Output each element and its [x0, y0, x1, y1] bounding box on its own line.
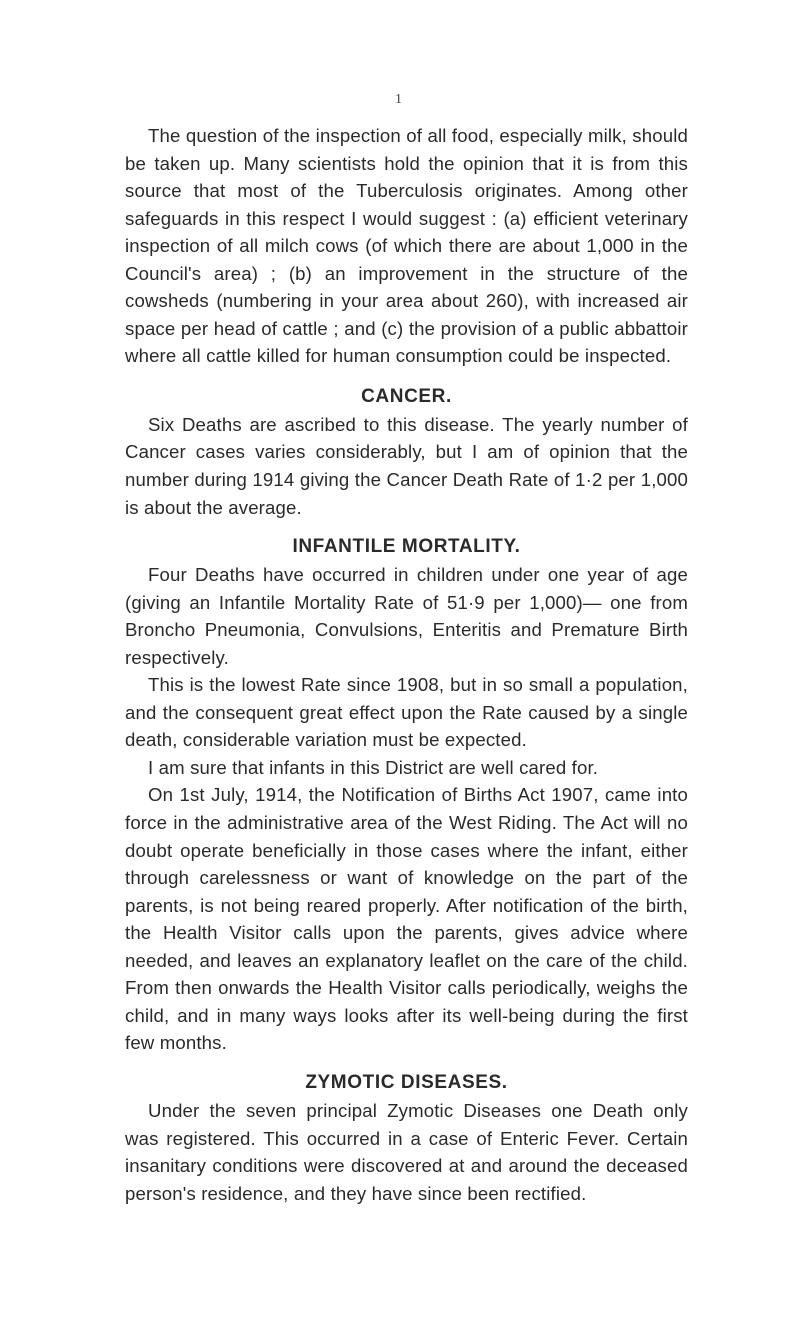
report-body: [125, 122, 688, 1207]
milk-inspection-paragraph: The question of the inspection of all food, especially milk, should be taken up. Many scientists hold the opinion that it is from this source that most of the Tuberculosis originates. Among other safeguards in this respect I would suggest : (a) efficient veterinary inspection of all milch cows (of which there are about 1,000 in the Council's area) ; (b) an improvement in the structure of the cowsheds (numbering in your area about 260), with increased air space per head of cattle ; and (c) the provision of a public abbattoir where all cattle killed for human consumption could be inspected.: [125, 125, 688, 367]
notification-of-births-paragraph: On 1st July, 1914, the Notification of Births Act 1907, came into force in the administrative area of the West Riding. The Act will no doubt operate beneficially in those cases where the infant, either through carelessness or want of knowledge on the part of the parents, is not being reared properly. After notification of the birth, the Health Visitor calls upon the parents, gives advice where needed, and leaves an explanatory leaflet on the care of the child. From then onwards the Health Visitor calls periodically, weighs the child, and in many ways looks after its well-being during the first few months.: [125, 784, 688, 1054]
lowest-rate-paragraph: This is the lowest Rate since 1908, but in so small a population, and the consequent great effect upon the Rate caused by a single death, considerable variation must be expected.: [125, 674, 688, 751]
zymotic-paragraph: Under the seven principal Zymotic Diseases one Death only was registered. This occurred in a case of Enteric Fever. Certain insanitary conditions were discovered at and around the deceased person's residence, and they have since been rectified.: [125, 1099, 688, 1204]
zymotic-diseases-heading: ZYMOTIC DISEASES.: [305, 1071, 508, 1093]
infant-deaths-paragraph: Four Deaths have occurred in children under one year of age (giving an Infantile Mortality Rate of 51·9 per 1,000)— one from Broncho Pneumonia, Convulsions, Enteritis and Premature Birth respectively.: [125, 564, 688, 668]
page-number: 1: [395, 92, 402, 107]
cancer-paragraph: Six Deaths are ascribed to this disease. The yearly number of Cancer cases varies considerably, but I am of opinion that the number during 1914 giving the Cancer Death Rate of 1·2 per 1,000 is about the average.: [125, 413, 688, 518]
cancer-heading: CANCER.: [361, 385, 452, 407]
infantile-mortality-heading: INFANTILE MORTALITY.: [292, 536, 521, 558]
infant-care-paragraph: I am sure that infants in this District are well cared for.: [148, 756, 599, 778]
